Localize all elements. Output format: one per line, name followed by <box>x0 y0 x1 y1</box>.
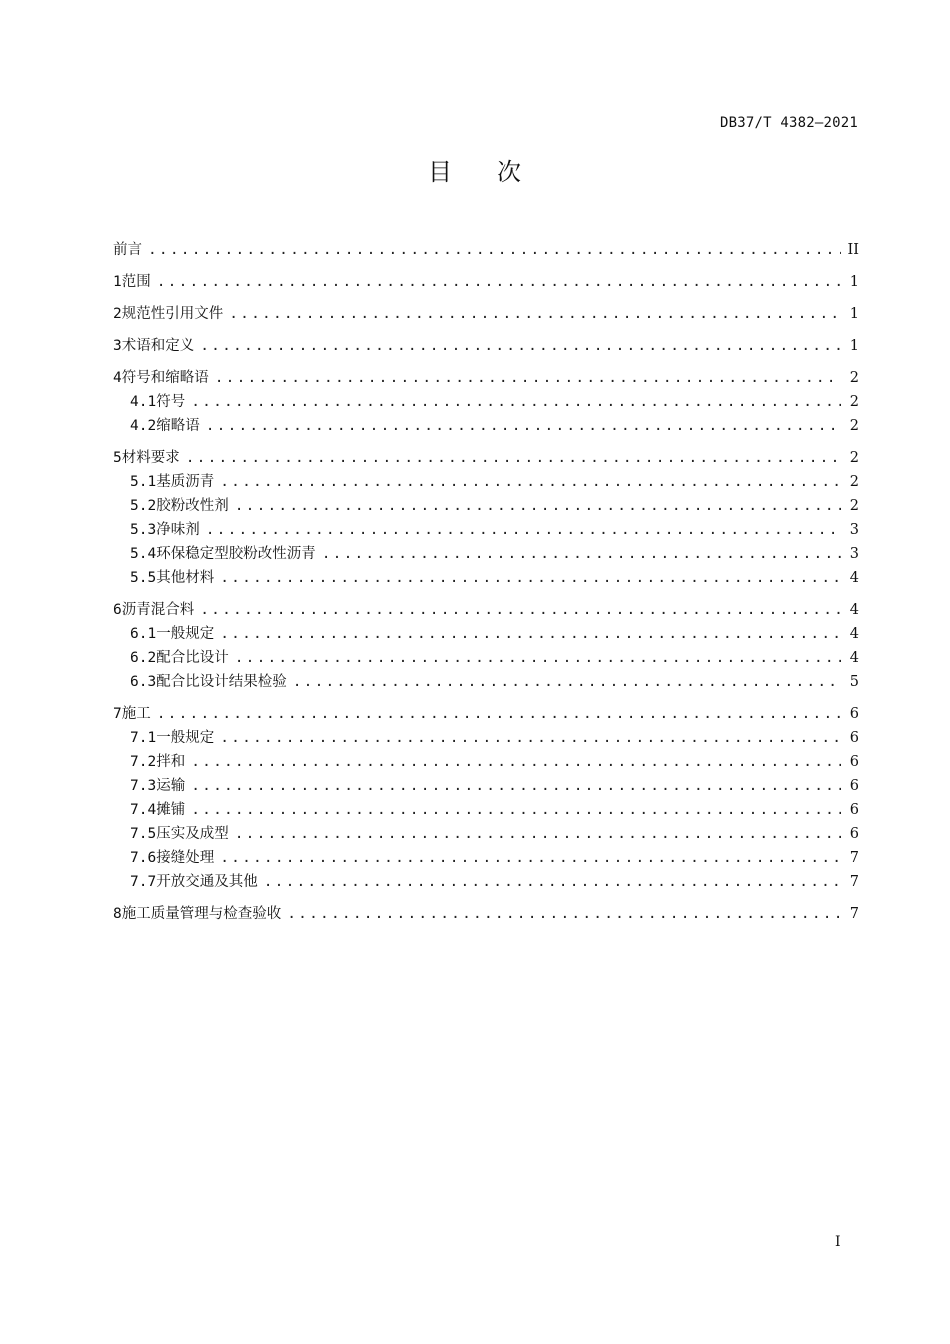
toc-entry-number: 2 <box>113 306 122 322</box>
toc-leader-dots <box>186 446 841 470</box>
toc-entry-label: 基质沥青 <box>156 474 215 490</box>
toc-entry-number: 7.7 <box>130 874 157 890</box>
toc-entry[interactable] <box>113 726 859 750</box>
toc-leader-dots <box>200 598 841 622</box>
toc-entry-label: 胶粉改性剂 <box>156 498 229 514</box>
toc-entry-label: 一般规定 <box>156 730 215 746</box>
toc-entry-page: 6 <box>849 754 859 770</box>
toc-entry-number: 5.4 <box>130 546 157 562</box>
toc-entry-label: 其他材料 <box>156 570 215 586</box>
toc-entry[interactable] <box>113 822 859 846</box>
toc-leader-dots <box>200 334 841 358</box>
toc-entry[interactable] <box>113 494 859 518</box>
toc-entry-label: 符号和缩略语 <box>121 370 209 386</box>
toc-entry-label: 规范性引用文件 <box>121 306 224 322</box>
toc-entry-number: 7.3 <box>130 778 157 794</box>
toc-entry-page: 1 <box>849 338 859 354</box>
toc-leader-dots <box>235 494 841 518</box>
page-title-char-2: 次 <box>497 158 522 186</box>
toc-leader-dots <box>322 542 841 566</box>
toc-entry-label: 净味剂 <box>156 522 200 538</box>
toc-entry-number: 5.3 <box>130 522 157 538</box>
toc-entry-label: 开放交通及其他 <box>156 874 258 890</box>
toc-leader-dots <box>157 270 841 294</box>
toc-entry[interactable] <box>113 774 859 798</box>
toc-entry[interactable] <box>113 334 859 358</box>
toc-leader-dots <box>229 302 841 326</box>
toc-entry[interactable] <box>113 270 859 294</box>
toc-entry-label: 符号 <box>156 394 186 410</box>
toc-entry[interactable] <box>113 302 859 326</box>
toc-entry-page: 4 <box>849 602 859 618</box>
toc-entry-page: 2 <box>849 450 859 466</box>
toc-entry-page: 5 <box>849 674 859 690</box>
toc-entry-label: 压实及成型 <box>156 826 229 842</box>
toc-entry[interactable] <box>113 622 859 646</box>
toc-entry-page: 1 <box>849 274 859 290</box>
toc-entry-label: 配合比设计结果检验 <box>156 674 287 690</box>
page-title-char-1: 目 <box>428 158 453 186</box>
toc-entry-label: 摊铺 <box>156 802 186 818</box>
toc-entry-label: 沥青混合料 <box>121 602 195 618</box>
toc-entry-label: 施工质量管理与检查验收 <box>121 906 282 922</box>
toc-entry-page: 6 <box>849 778 859 794</box>
toc-entry[interactable] <box>113 446 859 470</box>
toc-entry-label: 施工 <box>121 706 151 722</box>
toc-entry-label: 接缝处理 <box>156 850 215 866</box>
toc-leader-dots <box>206 518 841 542</box>
toc-leader-dots <box>264 870 841 894</box>
toc-entry-label: 环保稳定型胶粉改性沥青 <box>156 546 316 562</box>
toc-entry-page: 7 <box>849 874 859 890</box>
toc-entry[interactable] <box>113 702 859 726</box>
toc-leader-dots <box>220 622 841 646</box>
toc-entry-number: 7 <box>113 706 122 722</box>
toc-entry-page: 6 <box>849 826 859 842</box>
toc-entry-page: 7 <box>849 906 859 922</box>
toc-entry-number: 7.6 <box>130 850 157 866</box>
toc-entry[interactable] <box>113 646 859 670</box>
toc-leader-dots <box>220 846 841 870</box>
toc-entry[interactable] <box>113 414 859 438</box>
toc-entry-page: 2 <box>849 498 859 514</box>
toc-leader-dots <box>206 414 841 438</box>
toc-entry[interactable] <box>113 750 859 774</box>
toc-entry-label: 拌和 <box>156 754 186 770</box>
page-title <box>0 152 950 187</box>
toc-entry-page: 2 <box>849 370 859 386</box>
toc-entry-label: 缩略语 <box>156 418 200 434</box>
toc-entry-number: 5.1 <box>130 474 157 490</box>
toc-entry[interactable] <box>113 902 859 926</box>
toc-entry-label: 前言 <box>113 242 142 258</box>
toc-entry[interactable] <box>113 238 859 262</box>
toc-entry-page: 4 <box>849 626 859 642</box>
toc-leader-dots <box>287 902 841 926</box>
toc-leader-dots <box>220 470 841 494</box>
toc-entry-number: 8 <box>113 906 122 922</box>
toc-leader-dots <box>157 702 841 726</box>
toc-entry-number: 4.2 <box>130 418 157 434</box>
toc-entry-number: 5 <box>113 450 122 466</box>
toc-entry-label: 运输 <box>156 778 186 794</box>
toc-leader-dots <box>215 366 841 390</box>
toc-entry[interactable] <box>113 598 859 622</box>
toc-leader-dots <box>191 750 841 774</box>
toc-leader-dots <box>191 774 841 798</box>
toc-entry-number: 5.2 <box>130 498 157 514</box>
toc-entry-label: 材料要求 <box>121 450 180 466</box>
toc-entry-number: 7.4 <box>130 802 157 818</box>
toc-entry-number: 1 <box>113 274 122 290</box>
document-code: DB37/T 4382—2021 <box>719 115 858 131</box>
toc-entry-label: 范围 <box>121 274 151 290</box>
toc-leader-dots <box>148 238 841 262</box>
toc-entry-page: 2 <box>849 394 859 410</box>
toc-leader-dots <box>220 566 841 590</box>
toc-entry[interactable] <box>113 566 859 590</box>
toc-entry-page: 7 <box>849 850 859 866</box>
toc-leader-dots <box>235 646 841 670</box>
toc-entry[interactable] <box>113 390 859 414</box>
toc-entry-page: 6 <box>849 802 859 818</box>
toc-entry-page: 4 <box>849 650 859 666</box>
toc-entry-page: II <box>847 242 859 258</box>
toc-entry[interactable] <box>113 670 859 694</box>
toc-entry[interactable] <box>113 366 859 390</box>
toc-entry-number: 4.1 <box>130 394 157 410</box>
toc-entry-page: 6 <box>849 706 859 722</box>
toc-entry[interactable] <box>113 542 859 566</box>
toc-leader-dots <box>293 670 841 694</box>
toc-leader-dots <box>191 798 841 822</box>
toc-entry-page: 3 <box>849 522 859 538</box>
toc-entry-number: 7.1 <box>130 730 157 746</box>
table-of-contents <box>113 238 859 926</box>
toc-leader-dots <box>220 726 841 750</box>
toc-entry[interactable] <box>113 470 859 494</box>
toc-entry-label: 术语和定义 <box>121 338 195 354</box>
toc-entry-page: 2 <box>849 474 859 490</box>
toc-entry-page: 1 <box>849 306 859 322</box>
toc-entry-page: 3 <box>849 546 859 562</box>
toc-entry-number: 5.5 <box>130 570 157 586</box>
toc-entry-number: 6.2 <box>130 650 157 666</box>
toc-entry-number: 7.5 <box>130 826 157 842</box>
toc-entry-number: 6.1 <box>130 626 157 642</box>
toc-entry-label: 一般规定 <box>156 626 215 642</box>
toc-entry[interactable] <box>113 846 859 870</box>
toc-leader-dots <box>235 822 841 846</box>
toc-entry-number: 7.2 <box>130 754 157 770</box>
toc-entry[interactable] <box>113 870 859 894</box>
toc-entry-page: 4 <box>849 570 859 586</box>
toc-entry-number: 6 <box>113 602 122 618</box>
toc-entry-page: 2 <box>849 418 859 434</box>
toc-entry-number: 3 <box>113 338 122 354</box>
toc-entry-number: 4 <box>113 370 122 386</box>
toc-entry[interactable] <box>113 518 859 542</box>
toc-entry-label: 配合比设计 <box>156 650 229 666</box>
toc-entry[interactable] <box>113 798 859 822</box>
toc-entry-number: 6.3 <box>130 674 157 690</box>
toc-leader-dots <box>191 390 841 414</box>
toc-entry-page: 6 <box>849 730 859 746</box>
page-number: I <box>835 1234 841 1250</box>
